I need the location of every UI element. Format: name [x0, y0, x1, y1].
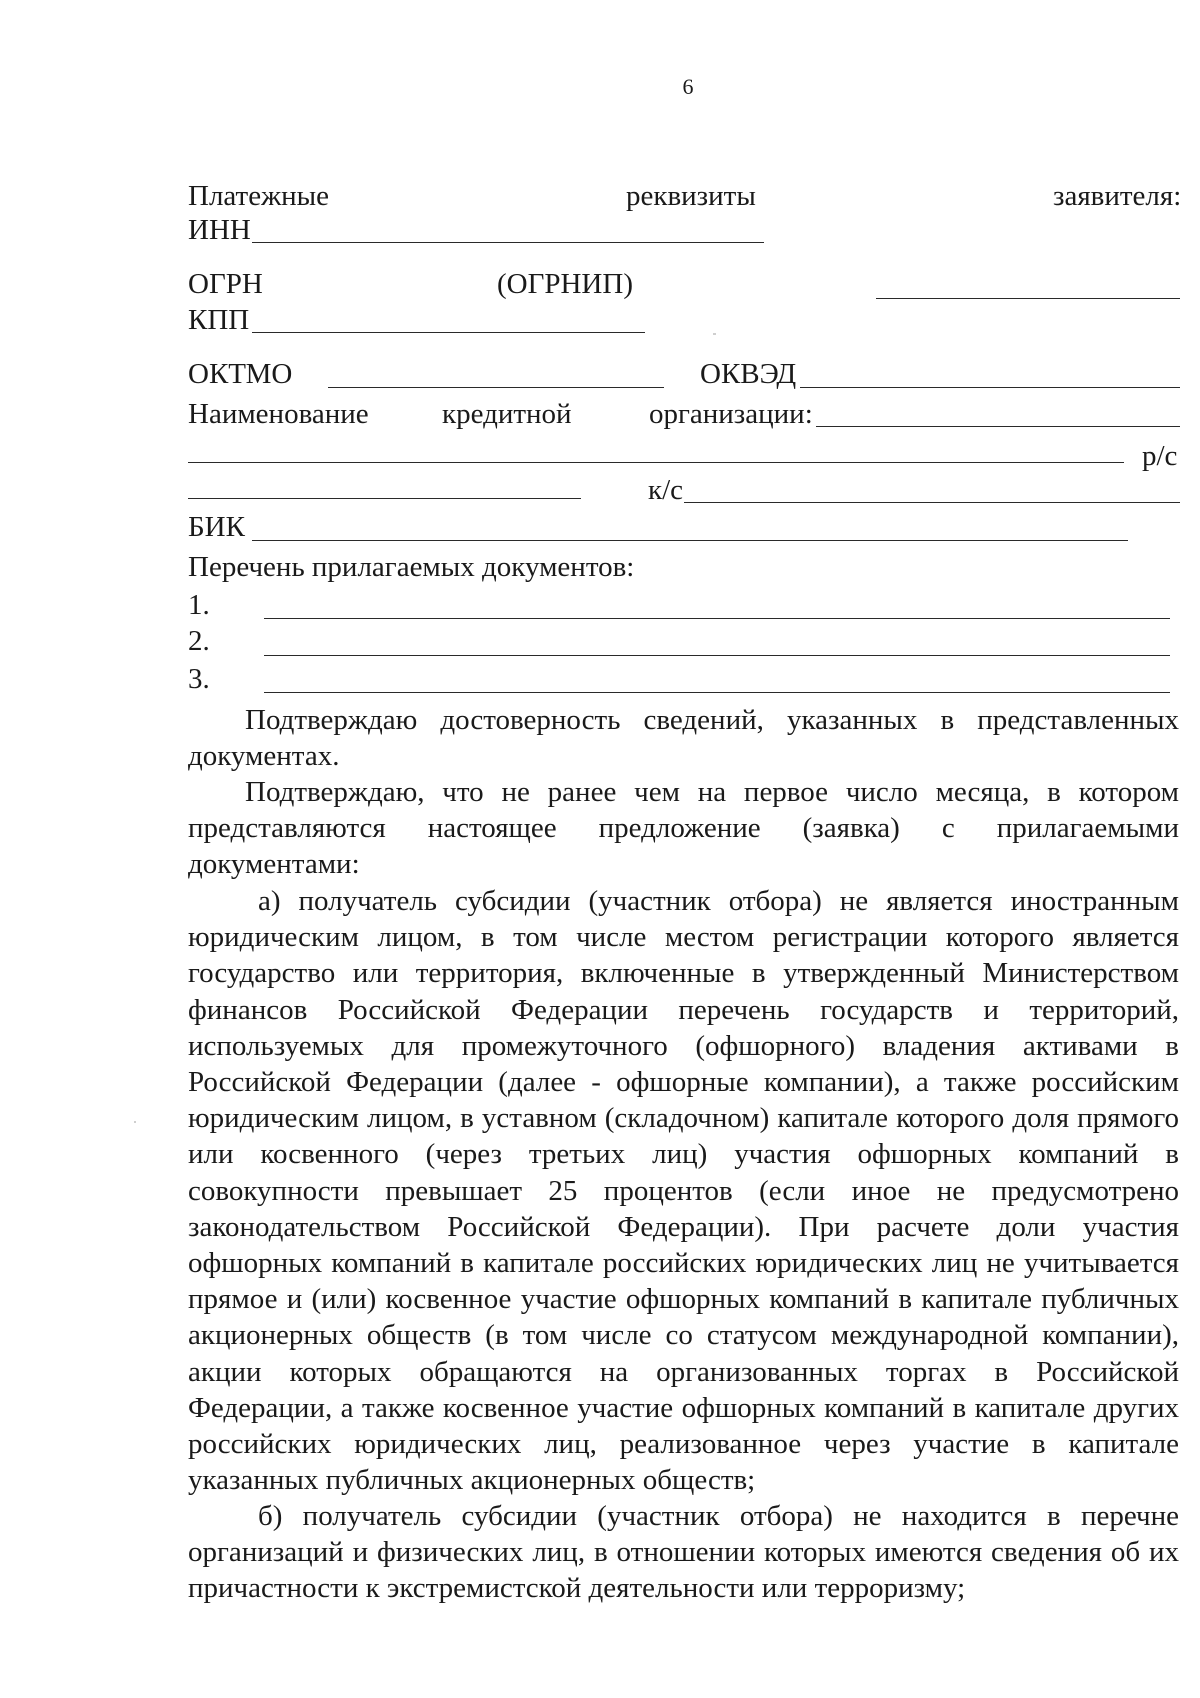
- bank-credit-word: кредитной: [442, 398, 572, 430]
- okved-field-line[interactable]: [800, 387, 1180, 388]
- bank-org-word: организации:: [649, 398, 813, 430]
- okved-label: ОКВЭД: [700, 358, 797, 390]
- scan-speck: [713, 333, 716, 335]
- requisites-word: реквизиты: [626, 180, 756, 212]
- payment-details-word: Платежные: [188, 180, 329, 212]
- confirmation-paragraph-2: Подтверждаю, что не ранее чем на первое число месяца, в котором представляются настоящее предложение (заявка) с прилагаемыми документами:: [188, 776, 1179, 881]
- item-a-paragraph: а) получатель субсидии (участник отбора) не является иностранным юридическим лицом, в том числе местом регистрации которого является государство или территория, включенные в утвержденный Министерством финансов Российской Федерации перечень государств и территорий, используемых для промежуточного (офшорного) владения активами в Российской Федерации (далее - офшорные компании), а также российским юридическим лицом, в уставном (складочном) капитале которого доля прямого или косвенного (через третьих лиц) участия офшорных компаний в совокупности превышает 25 процентов (если иное не предусмотрено законодательством Российской Федерации). При расчете доли участия офшорных компаний в капитале российских юридических лиц не учитывается прямое и (или) косвенное участие офшорных компаний в капитале публичных акционерных обществ (в том числе со статусом международной компании), акции которых обращаются на организованных торгах в Российской Федерации, а также косвенное участие офшорных компаний в капитале других российских юридических лиц, реализованное через участие в капитале указанных публичных акционерных обществ;: [188, 885, 1179, 1497]
- kpp-label: КПП: [188, 304, 250, 336]
- bank-name-word: Наименование: [188, 398, 369, 430]
- correspondent-account-field-line[interactable]: [684, 502, 1180, 503]
- inn-field-line[interactable]: [252, 242, 764, 243]
- item-b-paragraph: б) получатель субсидии (участник отбора) не находится в перечне организаций и физических лиц, в отношении которых имеются сведения об их причастности к экстремистской деятельности или терроризму;: [188, 1500, 1179, 1605]
- document-item-number: 2.: [188, 625, 210, 657]
- scan-speck: [134, 1121, 136, 1123]
- settlement-account-label: р/с: [1142, 440, 1178, 472]
- confirmation-paragraph-1: Подтверждаю достоверность сведений, указанных в представленных документах.: [188, 704, 1179, 773]
- bik-label: БИК: [188, 511, 245, 543]
- document-1-field-line[interactable]: [264, 618, 1170, 619]
- applicant-word: заявителя:: [1053, 180, 1182, 212]
- document-item-number: 1.: [188, 589, 210, 621]
- bank-name-continuation-line[interactable]: [188, 462, 1124, 463]
- ogrn-field-line[interactable]: [876, 298, 1180, 299]
- ogrn-label: ОГРН: [188, 268, 263, 300]
- settlement-account-field-line[interactable]: [188, 498, 581, 499]
- inn-label: ИНН: [188, 214, 251, 246]
- oktmo-label: ОКТМО: [188, 358, 293, 390]
- page-number: 6: [682, 74, 694, 99]
- correspondent-account-label: к/с: [648, 474, 684, 506]
- documents-list-title: Перечень прилагаемых документов:: [188, 551, 635, 583]
- document-2-field-line[interactable]: [264, 655, 1170, 656]
- oktmo-field-line[interactable]: [328, 387, 664, 388]
- bank-name-field-line[interactable]: [816, 426, 1180, 427]
- kpp-field-line[interactable]: [252, 332, 645, 333]
- document-3-field-line[interactable]: [264, 692, 1170, 693]
- bik-field-line[interactable]: [252, 540, 1128, 541]
- document-item-number: 3.: [188, 663, 210, 695]
- ogrnip-label: (ОГРНИП): [497, 268, 633, 300]
